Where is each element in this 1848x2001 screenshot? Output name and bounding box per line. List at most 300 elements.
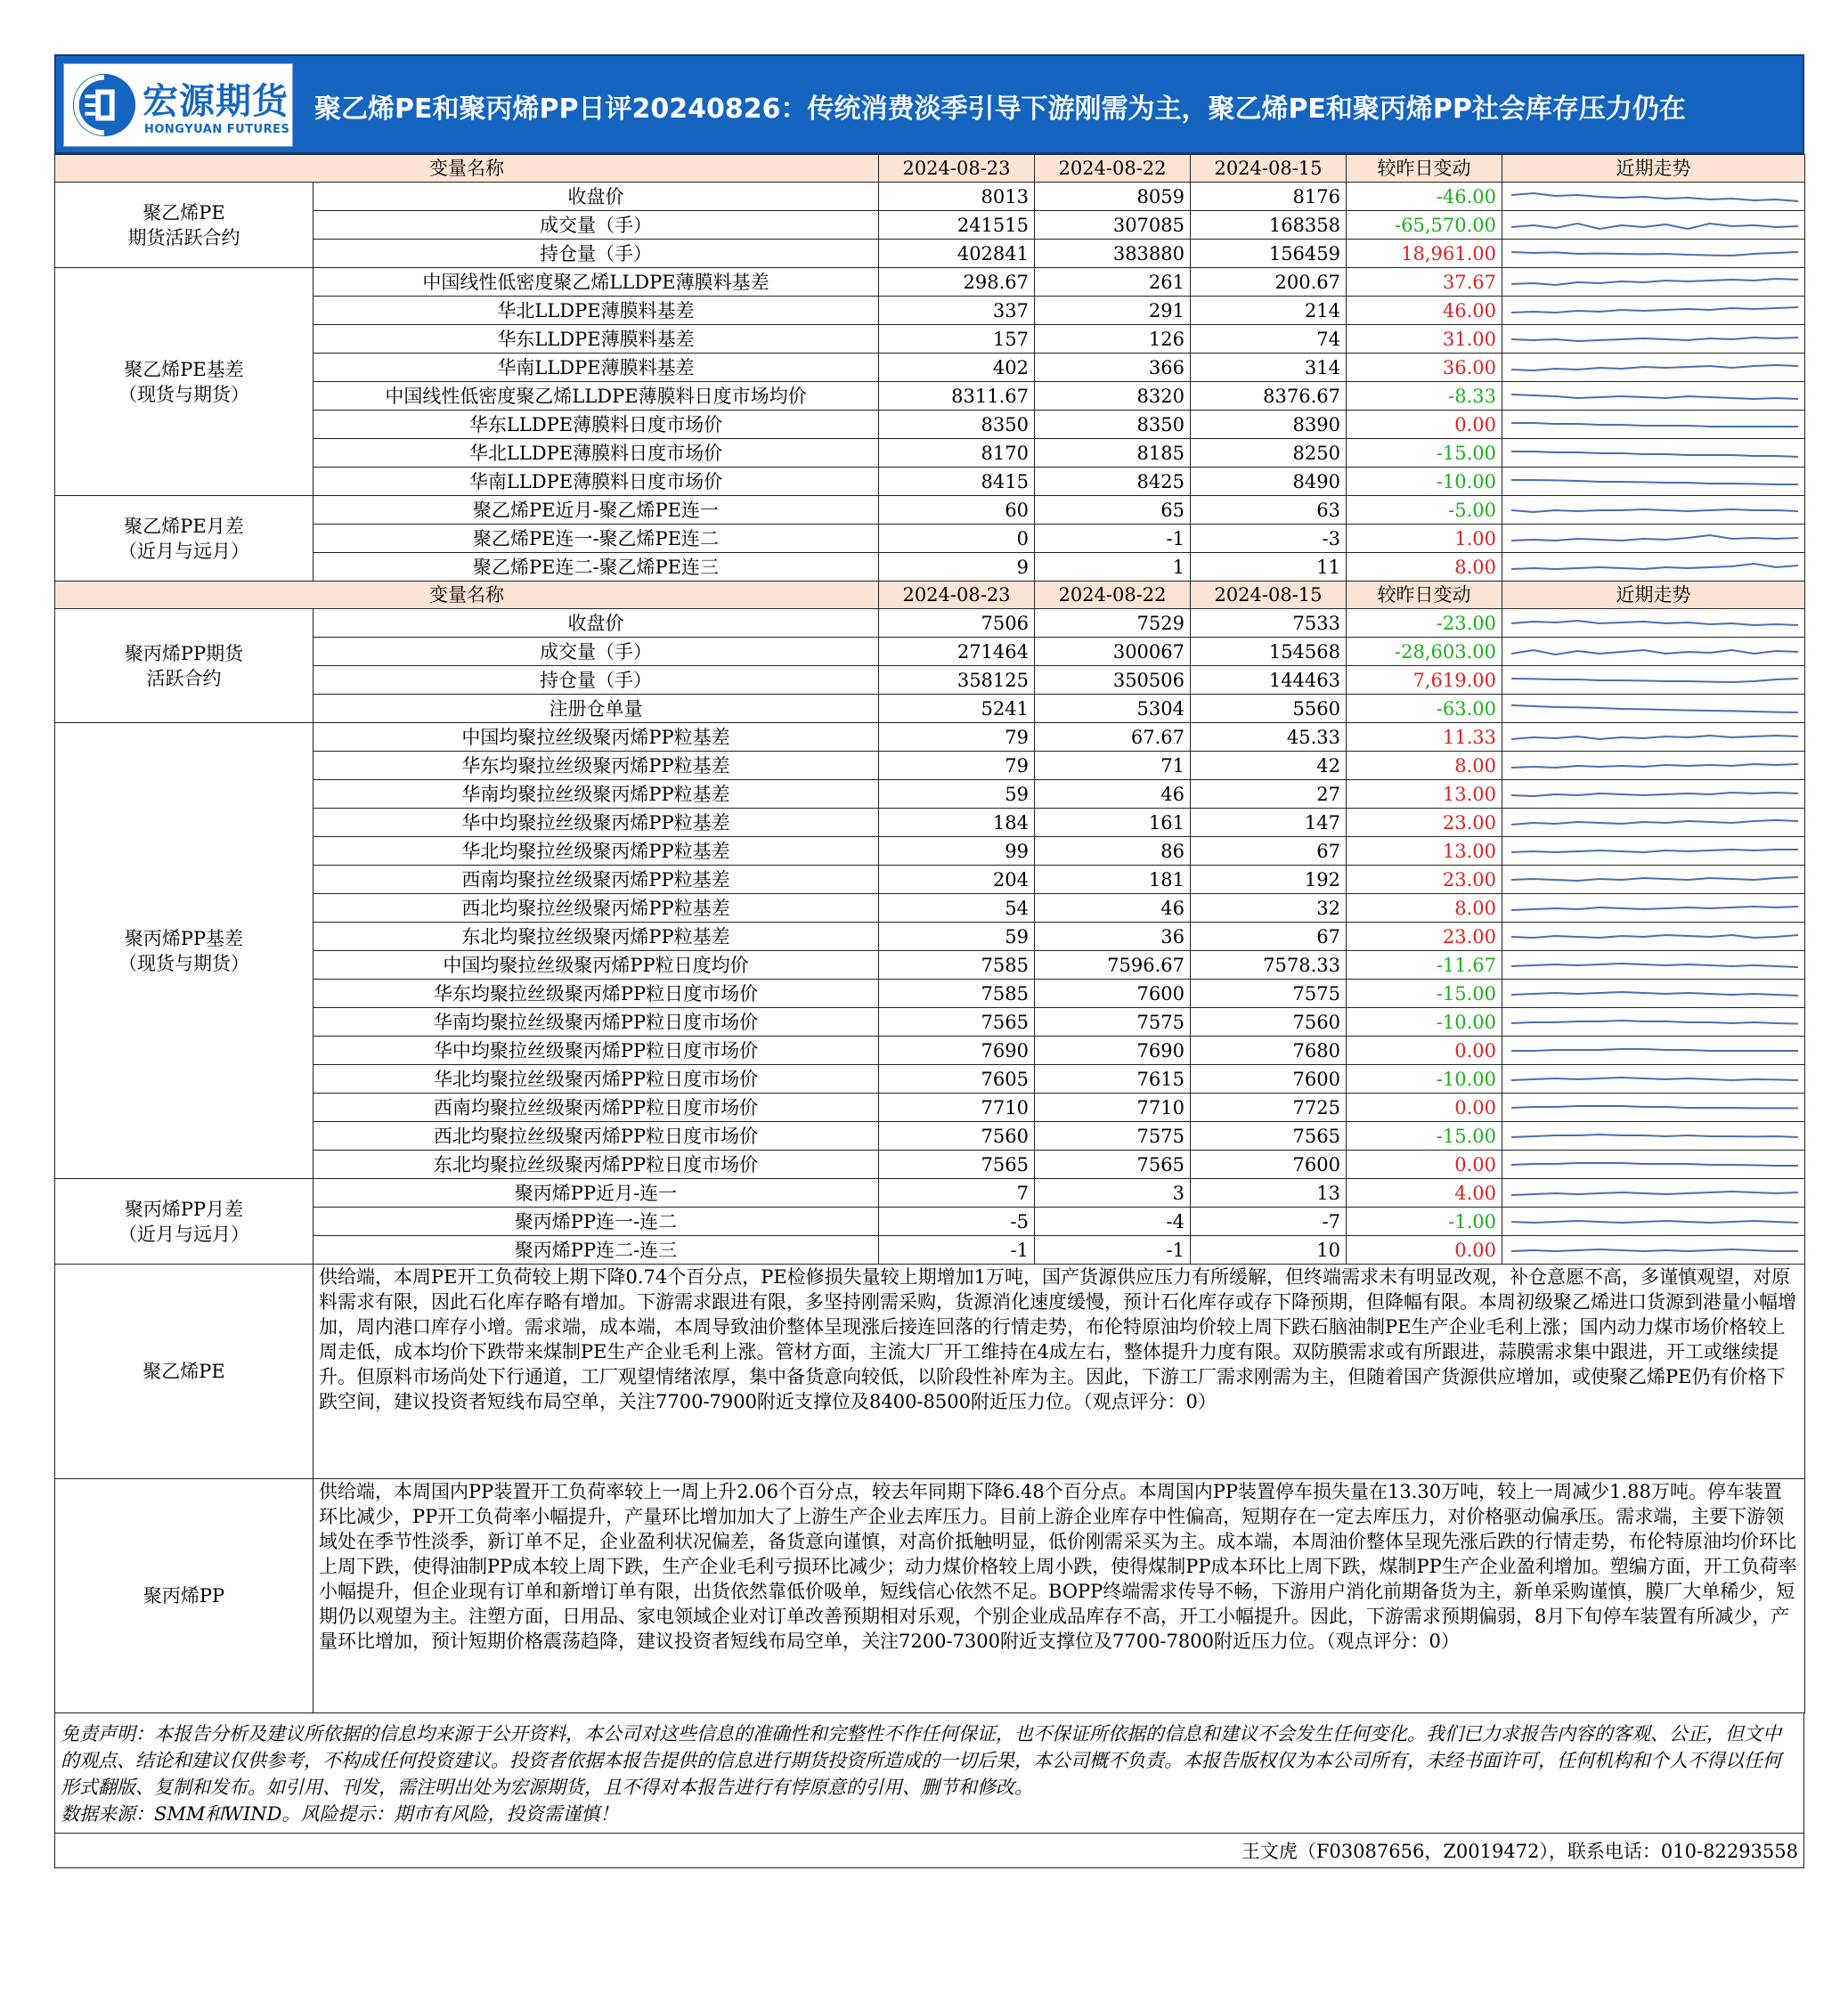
commentary-label: 聚丙烯PP [55,1479,313,1713]
value-date-1: 184 [879,809,1035,837]
table-row [55,980,1805,1008]
table-row [55,553,1805,582]
sparkline-series [1511,1163,1798,1166]
trend-cell [1502,1122,1805,1151]
sparkline-chart [1508,897,1802,920]
value-date-1: 59 [879,780,1035,809]
table-row [55,1151,1805,1179]
value-date-2: 46 [1035,780,1191,809]
table-row [55,780,1805,809]
sparkline-chart [1508,1011,1802,1034]
row-group-label [55,609,313,723]
value-date-3: 7725 [1191,1094,1347,1122]
row-group-label [55,496,313,582]
pp-column-header [55,582,1805,609]
value-date-2: 8059 [1035,183,1191,211]
logo-chinese-name: 宏源期货 [142,81,289,122]
report-page [54,54,1804,1868]
trend-cell [1502,752,1805,780]
sparkline-chart [1508,640,1802,663]
table-row [55,325,1805,354]
value-date-2: 291 [1035,297,1191,325]
value-date-1: 79 [879,752,1035,780]
sparkline-chart [1508,214,1802,237]
value-date-1: 241515 [879,211,1035,240]
variable-name: 华南均聚拉丝级聚丙烯PP粒日度市场价 [313,1008,879,1037]
sparkline-series [1511,279,1798,285]
value-date-1: 358125 [879,666,1035,695]
variable-name: 西北均聚拉丝级聚丙烯PP粒日度市场价 [313,1122,879,1151]
variable-name: 成交量（手） [313,638,879,666]
table-row [55,666,1805,695]
value-date-2: -4 [1035,1208,1191,1236]
sparkline-chart [1508,697,1802,720]
sparkline-chart [1508,413,1802,436]
sparkline-series [1511,650,1798,655]
column-name: 变量名称 [55,582,879,609]
table-row [55,1122,1805,1151]
value-date-3: 314 [1191,354,1347,382]
sparkline-series [1511,877,1798,881]
variable-name: 聚丙烯PP连二-连三 [313,1236,879,1265]
sparkline-series [1511,224,1798,229]
daily-change: -65,570.00 [1347,211,1502,240]
sparkline-chart [1508,954,1802,977]
trend-cell [1502,780,1805,809]
value-date-2: 8425 [1035,468,1191,496]
trend-cell [1502,866,1805,894]
sparkline-chart [1508,982,1802,1005]
value-date-2: 7615 [1035,1065,1191,1094]
value-date-2: 126 [1035,325,1191,354]
value-date-1: 204 [879,866,1035,894]
value-date-3: 144463 [1191,666,1347,695]
variable-name: 华中均聚拉丝级聚丙烯PP粒基差 [313,809,879,837]
variable-name: 聚丙烯PP连一-连二 [313,1208,879,1236]
variable-name: 华北LLDPE薄膜料基差 [313,297,879,325]
value-date-3: -7 [1191,1208,1347,1236]
data-table [54,154,1805,1713]
table-row [55,268,1805,297]
variable-name: 西南均聚拉丝级聚丙烯PP粒日度市场价 [313,1094,879,1122]
daily-change: 0.00 [1347,1236,1502,1265]
value-date-1: 99 [879,837,1035,866]
trend-cell [1502,666,1805,695]
table-row [55,354,1805,382]
value-date-2: 7600 [1035,980,1191,1008]
sparkline-chart [1508,612,1802,635]
analyst-contact: 王文虎（F03087656，Z0019472），联系电话：010-82293558 [54,1834,1804,1868]
value-date-2: 300067 [1035,638,1191,666]
variable-name: 西北均聚拉丝级聚丙烯PP粒基差 [313,894,879,923]
sparkline-series [1511,193,1798,201]
value-date-1: 59 [879,923,1035,951]
value-date-1: 8170 [879,439,1035,468]
trend-cell [1502,1094,1805,1122]
variable-name: 东北均聚拉丝级聚丙烯PP粒日度市场价 [313,1151,879,1179]
column-trend: 近期走势 [1502,582,1805,609]
column-date-2: 2024-08-22 [1035,155,1191,183]
value-date-2: 5304 [1035,695,1191,723]
sparkline-series [1511,793,1798,796]
value-date-1: 7585 [879,951,1035,980]
sparkline-chart [1508,1210,1802,1233]
value-date-2: 7565 [1035,1151,1191,1179]
value-date-2: 67.67 [1035,723,1191,752]
variable-name: 华北均聚拉丝级聚丙烯PP粒基差 [313,837,879,866]
table-row [55,240,1805,268]
sparkline-chart [1508,527,1802,550]
column-change: 较昨日变动 [1347,155,1502,183]
value-date-3: -3 [1191,525,1347,553]
sparkline-series [1511,1021,1798,1024]
sparkline-chart [1508,925,1802,948]
trend-cell [1502,439,1805,468]
sparkline-series [1511,705,1798,712]
daily-change: -5.00 [1347,496,1502,525]
value-date-2: 86 [1035,837,1191,866]
sparkline-chart [1508,299,1802,322]
commentary-text: 供给端，本周PE开工负荷较上期下降0.74个百分点，PE检修损失量较上期增加1万吨，国产货源供应压力有所缓解，但终端需求未有明显改观，补仓意愿不高，多谨慎观望，对原料需求有限，因此石化库存略有增加。下游需求跟进有限，多坚持刚需采购，货源消化速度缓慢，预计石化库存或存下降预期，但降幅有限。本周初级聚乙烯进口货源到港量小幅增加，周内港口库存小增。需求端，成本端，本周导致油价整体呈现涨后接连回落的行情走势，布伦特原油均价较上周下跌石脑油制PE生产企业毛利上涨；国内动力煤市场价格较上周走低，成本均价下跌带来煤制PE生产企业毛利上涨。管材方面，主流大厂开工维持在4成左右，整体提升力度有限。双防膜需求或有所跟进，蒜膜需求集中跟进，开工或继续提升。但原料市场尚处下行通道，工厂观望情绪浓厚，集中备货意向较低，以阶段性补库为主。因此，下游工厂需求刚需为主，但随着国产货源供应增加，或使聚乙烯PE仍有价格下跌空间，建议投资者短线布局空单，关注7700-7900附近支撑位及8400-8500附近压力位。（观点评分：0） [313,1265,1805,1479]
value-date-2: 7596.67 [1035,951,1191,980]
trend-cell [1502,638,1805,666]
variable-name: 华东LLDPE薄膜料基差 [313,325,879,354]
value-date-3: 67 [1191,923,1347,951]
value-date-3: 67 [1191,837,1347,866]
value-date-3: 7533 [1191,609,1347,638]
trend-cell [1502,496,1805,525]
value-date-1: 7585 [879,980,1035,1008]
table-row [55,609,1805,638]
value-date-3: 7575 [1191,980,1347,1008]
group-label-line: 聚丙烯PP基差 [124,927,244,949]
value-date-3: 200.67 [1191,268,1347,297]
daily-change: -10.00 [1347,468,1502,496]
value-date-3: 8176 [1191,183,1347,211]
sparkline-chart [1508,811,1802,834]
table-row [55,439,1805,468]
value-date-2: -1 [1035,525,1191,553]
variable-name: 注册仓单量 [313,695,879,723]
trend-cell [1502,325,1805,354]
sparkline-chart [1508,840,1802,863]
trend-cell [1502,695,1805,723]
value-date-1: 7 [879,1179,1035,1208]
daily-change: -15.00 [1347,439,1502,468]
table-row [55,1236,1805,1265]
table-row [55,411,1805,439]
variable-name: 华南均聚拉丝级聚丙烯PP粒基差 [313,780,879,809]
commentary-row [55,1479,1805,1713]
sparkline-series [1511,736,1798,739]
value-date-1: 7560 [879,1122,1035,1151]
sparkline-series [1511,1135,1798,1137]
daily-change: -1.00 [1347,1208,1502,1236]
variable-name: 聚乙烯PE连二-聚乙烯PE连三 [313,553,879,582]
group-label-line: 期货活跃合约 [127,226,240,248]
sparkline-series [1511,1106,1798,1108]
sparkline-series [1511,992,1798,996]
table-row [55,723,1805,752]
variable-name: 华南LLDPE薄膜料基差 [313,354,879,382]
column-change: 较昨日变动 [1347,582,1502,609]
variable-name: 华东LLDPE薄膜料日度市场价 [313,411,879,439]
daily-change: 8.00 [1347,752,1502,780]
trend-cell [1502,268,1805,297]
value-date-2: 7575 [1035,1122,1191,1151]
variable-name: 成交量（手） [313,211,879,240]
logo-english-name: HONGYUAN FUTURES [144,123,290,136]
sparkline-series [1511,1078,1798,1080]
value-date-2: 7710 [1035,1094,1191,1122]
value-date-3: 7578.33 [1191,951,1347,980]
value-date-2: 7575 [1035,1008,1191,1037]
disclaimer-box [54,1713,1804,1834]
value-date-1: 298.67 [879,268,1035,297]
row-group-label [55,1179,313,1265]
value-date-2: 8350 [1035,411,1191,439]
daily-change: -46.00 [1347,183,1502,211]
trend-cell [1502,297,1805,325]
value-date-2: 1 [1035,553,1191,582]
table-row [55,211,1805,240]
daily-change: 11.33 [1347,723,1502,752]
daily-change: 23.00 [1347,923,1502,951]
value-date-3: 154568 [1191,638,1347,666]
sparkline-series [1511,480,1798,484]
table-row [55,1037,1805,1065]
daily-change: 37.67 [1347,268,1502,297]
value-date-1: 157 [879,325,1035,354]
daily-change: -10.00 [1347,1008,1502,1037]
trend-cell [1502,923,1805,951]
value-date-1: 402841 [879,240,1035,268]
trend-cell [1502,382,1805,411]
value-date-1: 54 [879,894,1035,923]
trend-cell [1502,468,1805,496]
sparkline-chart [1508,1096,1802,1119]
sparkline-series [1511,935,1798,938]
table-row [55,1094,1805,1122]
daily-change: 4.00 [1347,1179,1502,1208]
value-date-1: 79 [879,723,1035,752]
value-date-3: 11 [1191,553,1347,582]
commentary-label: 聚乙烯PE [55,1265,313,1479]
sparkline-series [1511,964,1798,967]
value-date-2: 181 [1035,866,1191,894]
table-row [55,1179,1805,1208]
value-date-3: 147 [1191,809,1347,837]
daily-change: 8.00 [1347,553,1502,582]
value-date-1: 60 [879,496,1035,525]
sparkline-chart [1508,470,1802,493]
daily-change: -63.00 [1347,695,1502,723]
trend-cell [1502,723,1805,752]
row-group-label [55,268,313,496]
daily-change: 23.00 [1347,809,1502,837]
variable-name: 华南LLDPE薄膜料日度市场价 [313,468,879,496]
value-date-3: 74 [1191,325,1347,354]
value-date-3: 27 [1191,780,1347,809]
group-label-line: 聚乙烯PE月差 [124,515,244,537]
table-row [55,752,1805,780]
column-name: 变量名称 [55,155,879,183]
variable-name: 东北均聚拉丝级聚丙烯PP粒基差 [313,923,879,951]
table-row [55,183,1805,211]
value-date-2: 65 [1035,496,1191,525]
sparkline-series [1511,1249,1798,1251]
value-date-3: 42 [1191,752,1347,780]
value-date-3: 7565 [1191,1122,1347,1151]
trend-cell [1502,525,1805,553]
sparkline-series [1511,365,1798,370]
sparkline-chart [1508,271,1802,294]
trend-cell [1502,1208,1805,1236]
table-row [55,1065,1805,1094]
variable-name: 中国均聚拉丝级聚丙烯PP粒基差 [313,723,879,752]
sparkline-chart [1508,1239,1802,1262]
sparkline-series [1511,451,1798,457]
value-date-3: 8390 [1191,411,1347,439]
value-date-3: 5560 [1191,695,1347,723]
value-date-1: 7710 [879,1094,1035,1122]
sparkline-chart [1508,868,1802,891]
table-row [55,951,1805,980]
group-label-line: （现货与期货） [118,952,249,974]
value-date-3: 45.33 [1191,723,1347,752]
daily-change: 13.00 [1347,780,1502,809]
table-row [55,468,1805,496]
table-row [55,525,1805,553]
value-date-1: 7565 [879,1008,1035,1037]
column-trend: 近期走势 [1502,155,1805,183]
value-date-2: 7529 [1035,609,1191,638]
disclaimer-text: 免责声明：本报告分析及建议所依据的信息均来源于公开资料，本公司对这些信息的准确性和完整性不作任何保证，也不保证所依据的信息和建议不会发生任何变化。我们已力求报告内容的客观、公正，但文中的观点、结论和建议仅供参考，不构成任何投资建议。投资者依据本报告提供的信息进行期货投资所造成的一切后果，本公司概不负责。本报告版权仅为本公司所有，未经书面许可，任何机构和个人不得以任何形式翻版、复制和发布。如引用、刊发，需注明出处为宏源期货，且不得对本报告进行有悖原意的引用、删节和修改。 [61,1723,1781,1798]
column-date-2: 2024-08-22 [1035,582,1191,609]
value-date-3: 8250 [1191,439,1347,468]
variable-name: 持仓量（手） [313,666,879,695]
daily-change: 0.00 [1347,1094,1502,1122]
variable-name: 华东均聚拉丝级聚丙烯PP粒日度市场价 [313,980,879,1008]
sparkline-chart [1508,669,1802,692]
sparkline-chart [1508,1039,1802,1062]
table-row [55,297,1805,325]
sparkline-chart [1508,185,1802,208]
trend-cell [1502,894,1805,923]
value-date-1: 5241 [879,695,1035,723]
value-date-1: 7506 [879,609,1035,638]
pe-column-header [55,155,1805,183]
sparkline-series [1511,338,1798,341]
report-title: 聚乙烯PE和聚丙烯PP日评20240826：传统消费淡季引导下游刚需为主，聚乙烯PE和聚丙烯PP社会库存压力仍在 [314,94,1686,125]
value-date-1: 402 [879,354,1035,382]
value-date-1: 7565 [879,1151,1035,1179]
report-header [54,54,1804,154]
variable-name: 华北均聚拉丝级聚丙烯PP粒日度市场价 [313,1065,879,1094]
column-date-3: 2024-08-15 [1191,582,1347,609]
value-date-1: 7690 [879,1037,1035,1065]
daily-change: 0.00 [1347,1151,1502,1179]
trend-cell [1502,951,1805,980]
value-date-2: 8320 [1035,382,1191,411]
value-date-2: 3 [1035,1179,1191,1208]
trend-cell [1502,183,1805,211]
variable-name: 华北LLDPE薄膜料日度市场价 [313,439,879,468]
trend-cell [1502,1037,1805,1065]
value-date-1: 8013 [879,183,1035,211]
daily-change: -8.33 [1347,382,1502,411]
daily-change: -10.00 [1347,1065,1502,1094]
trend-cell [1502,1008,1805,1037]
value-date-1: 8311.67 [879,382,1035,411]
value-date-2: 36 [1035,923,1191,951]
daily-change: -23.00 [1347,609,1502,638]
sparkline-series [1511,907,1798,910]
table-row [55,496,1805,525]
variable-name: 中国线性低密度聚乙烯LLDPE薄膜料日度市场均价 [313,382,879,411]
commentary-row [55,1265,1805,1479]
table-row [55,382,1805,411]
trend-cell [1502,354,1805,382]
value-date-2: 366 [1035,354,1191,382]
trend-cell [1502,1151,1805,1179]
value-date-3: 32 [1191,894,1347,923]
value-date-3: 168358 [1191,211,1347,240]
trend-cell [1502,553,1805,582]
sparkline-series [1511,535,1798,541]
sparkline-series [1511,1221,1798,1223]
trend-cell [1502,609,1805,638]
value-date-1: 0 [879,525,1035,553]
variable-name: 收盘价 [313,183,879,211]
value-date-2: 161 [1035,809,1191,837]
sparkline-chart [1508,783,1802,806]
trend-cell [1502,1236,1805,1265]
sparkline-series [1511,395,1798,399]
variable-name: 聚乙烯PE近月-聚乙烯PE连一 [313,496,879,525]
value-date-2: -1 [1035,1236,1191,1265]
hongyuan-logo-icon [69,69,139,141]
sparkline-series [1511,1192,1798,1195]
value-date-3: 10 [1191,1236,1347,1265]
commentary-text: 供给端，本周国内PP装置开工负荷率较上一周上升2.06个百分点，较去年同期下降6.48个百分点。本周国内PP装置停车损失量在13.30万吨，较上一周减少1.88万吨。停车装置环比减少，PP开工负荷率小幅提升，产量环比增加加大了上游生产企业去库压力。目前上游企业库存中性偏高，短期存在一定去库压力，对价格驱动偏承压。需求端，主要下游领域处在季节性淡季，新订单不足，企业盈利状况偏差，备货意向谨慎，对高价抵触明显，低价刚需采买为主。成本端，本周油价整体呈现先涨后跌的行情走势，布伦特原油均价环比上周下跌，使得油制PP成本较上周下跌，生产企业毛利亏损环比减少；动力煤价格较上周小跌，使得煤制PP成本环比上周下跌，煤制PP生产企业盈利增加。塑编方面，开工负荷率小幅提升，但企业现有订单和新增订单有限，出货依然靠低价吸单，短线信心依然不足。BOPP终端需求传导不畅，下游用户消化前期备货为主，新单采购谨慎，膜厂大单稀少，短期仍以观望为主。注塑方面，日用品、家电领域企业对订单改善预期相对乐观，个别企业成品库存不高，开工小幅提升。因此，下游需求预期偏弱，8月下旬停车装置有所减少，产量环比增加，预计短期价格震荡趋降，建议投资者短线布局空单，关注7200-7300附近支撑位及7700-7800附近压力位。（观点评分：0） [313,1479,1805,1713]
value-date-1: 9 [879,553,1035,582]
value-date-3: 214 [1191,297,1347,325]
value-date-3: 192 [1191,866,1347,894]
sparkline-chart [1508,1068,1802,1091]
value-date-2: 350506 [1035,666,1191,695]
variable-name: 西南均聚拉丝级聚丙烯PP粒基差 [313,866,879,894]
daily-change: 0.00 [1347,1037,1502,1065]
group-label-line: 聚乙烯PE基差 [124,358,244,380]
sparkline-chart [1508,328,1802,351]
daily-change: 36.00 [1347,354,1502,382]
daily-change: 23.00 [1347,866,1502,894]
value-date-3: 8490 [1191,468,1347,496]
sparkline-chart [1508,1182,1802,1205]
daily-change: 46.00 [1347,297,1502,325]
sparkline-series [1511,1049,1798,1051]
value-date-1: 8415 [879,468,1035,496]
value-date-2: 383880 [1035,240,1191,268]
value-date-2: 307085 [1035,211,1191,240]
value-date-3: 8376.67 [1191,382,1347,411]
sparkline-chart [1508,356,1802,379]
value-date-3: 13 [1191,1179,1347,1208]
trend-cell [1502,837,1805,866]
sparkline-series [1511,764,1798,768]
variable-name: 收盘价 [313,609,879,638]
